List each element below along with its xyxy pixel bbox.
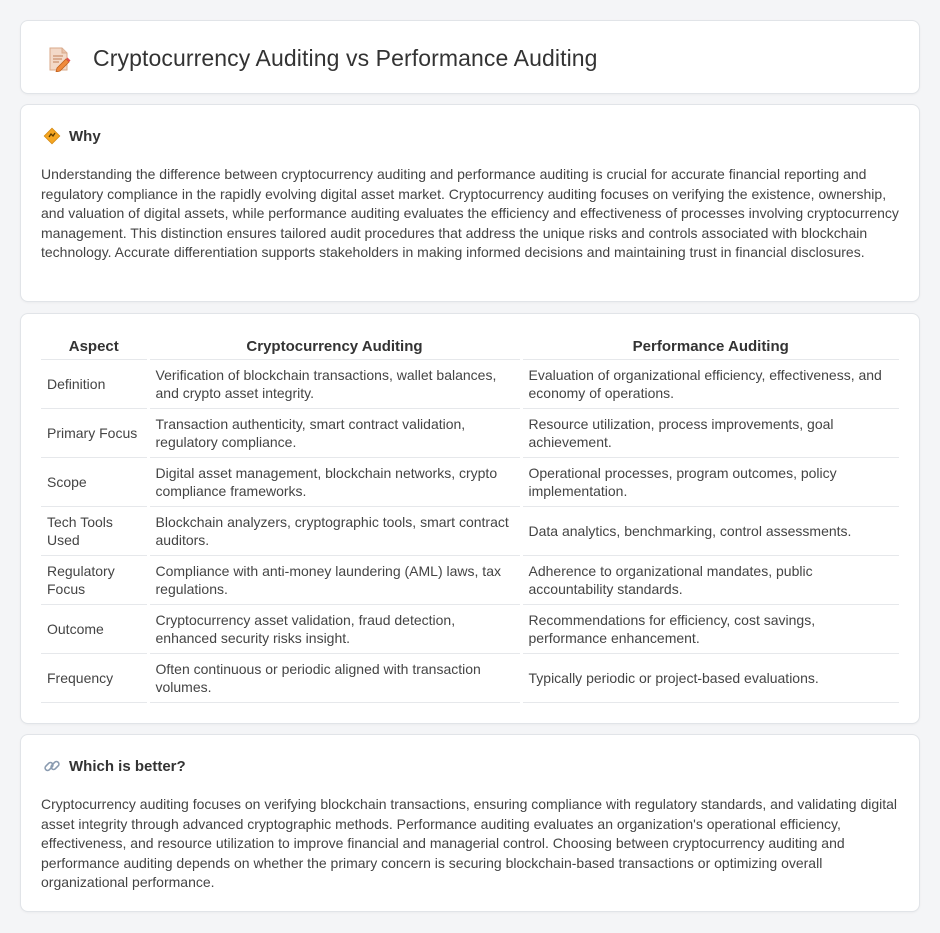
- performance-cell: Operational processes, program outcomes, policy implementation.: [521, 457, 899, 506]
- aspect-cell: Tech Tools Used: [41, 506, 148, 555]
- why-section: [20, 104, 920, 302]
- performance-cell: Typically periodic or project-based evaluations.: [521, 653, 899, 702]
- performance-cell: Resource utilization, process improvements, goal achievement.: [521, 408, 899, 457]
- crypto-cell: Digital asset management, blockchain networks, crypto compliance frameworks.: [148, 457, 521, 506]
- table-row: [41, 457, 899, 506]
- why-heading: [43, 127, 101, 145]
- document-edit-icon: [47, 46, 71, 72]
- crypto-cell: Compliance with anti-money laundering (AML) laws, tax regulations.: [148, 555, 521, 604]
- table-row: [41, 604, 899, 653]
- table-header-row: [41, 333, 899, 359]
- aspect-cell: Frequency: [41, 653, 148, 702]
- performance-cell: Adherence to organizational mandates, public accountability standards.: [521, 555, 899, 604]
- why-title: Why: [69, 127, 101, 145]
- comparison-table: [41, 333, 899, 703]
- header-card: [20, 20, 920, 94]
- better-heading: [43, 757, 186, 775]
- which-is-better-section: [20, 734, 920, 912]
- header-cryptocurrency-auditing: Cryptocurrency Auditing: [148, 333, 521, 359]
- performance-cell: Evaluation of organizational efficiency, effectiveness, and economy of operations.: [521, 359, 899, 408]
- table-row: [41, 506, 899, 555]
- link-icon: [43, 757, 61, 775]
- crypto-cell: Transaction authenticity, smart contract validation, regulatory compliance.: [148, 408, 521, 457]
- performance-cell: Data analytics, benchmarking, control assessments.: [521, 506, 899, 555]
- performance-cell: Recommendations for efficiency, cost savings, performance enhancement.: [521, 604, 899, 653]
- title-row: [47, 45, 598, 72]
- aspect-cell: Scope: [41, 457, 148, 506]
- aspect-cell: Regulatory Focus: [41, 555, 148, 604]
- crypto-cell: Cryptocurrency asset validation, fraud detection, enhanced security risks insight.: [148, 604, 521, 653]
- table-row: [41, 359, 899, 408]
- table-row: [41, 408, 899, 457]
- better-text: Cryptocurrency auditing focuses on verifying blockchain transactions, ensuring compliance with regulatory standards, and validating digital asset integrity through advanced cryptographic methods. Performance auditing evaluates an organization's operational efficiency, effectiveness, and resource utilization to improve financial and managerial control. Choosing between cryptocurrency auditing and performance auditing depends on whether the primary concern is securing blockchain-based transactions or optimizing overall organizational performance.: [41, 796, 898, 890]
- table-row: [41, 555, 899, 604]
- warning-sign-icon: [43, 127, 61, 145]
- header-aspect: Aspect: [41, 333, 148, 359]
- comparison-card: [20, 313, 920, 724]
- why-text: Understanding the difference between cryptocurrency auditing and performance auditing is crucial for accurate financial reporting and regulatory compliance in the rapidly evolving digital asset market. Cryptocurrency auditing focuses on verifying the existence, ownership, and valuation of digital assets, while performance auditing evaluates the efficiency and effectiveness of processes involving cryptocurrency management. This distinction ensures tailored audit procedures that address the unique risks and controls associated with blockchain technology. Accurate differentiation supports stakeholders in making informed decisions and maintaining trust in financial disclosures.: [41, 166, 899, 260]
- crypto-cell: Blockchain analyzers, cryptographic tools, smart contract auditors.: [148, 506, 521, 555]
- crypto-cell: Often continuous or periodic aligned with transaction volumes.: [148, 653, 521, 702]
- crypto-cell: Verification of blockchain transactions, wallet balances, and crypto asset integrity.: [148, 359, 521, 408]
- aspect-cell: Definition: [41, 359, 148, 408]
- page-title: Cryptocurrency Auditing vs Performance Auditing: [93, 45, 598, 71]
- better-title: Which is better?: [69, 757, 186, 775]
- table-row: [41, 653, 899, 702]
- aspect-cell: Outcome: [41, 604, 148, 653]
- header-performance-auditing: Performance Auditing: [521, 333, 899, 359]
- aspect-cell: Primary Focus: [41, 408, 148, 457]
